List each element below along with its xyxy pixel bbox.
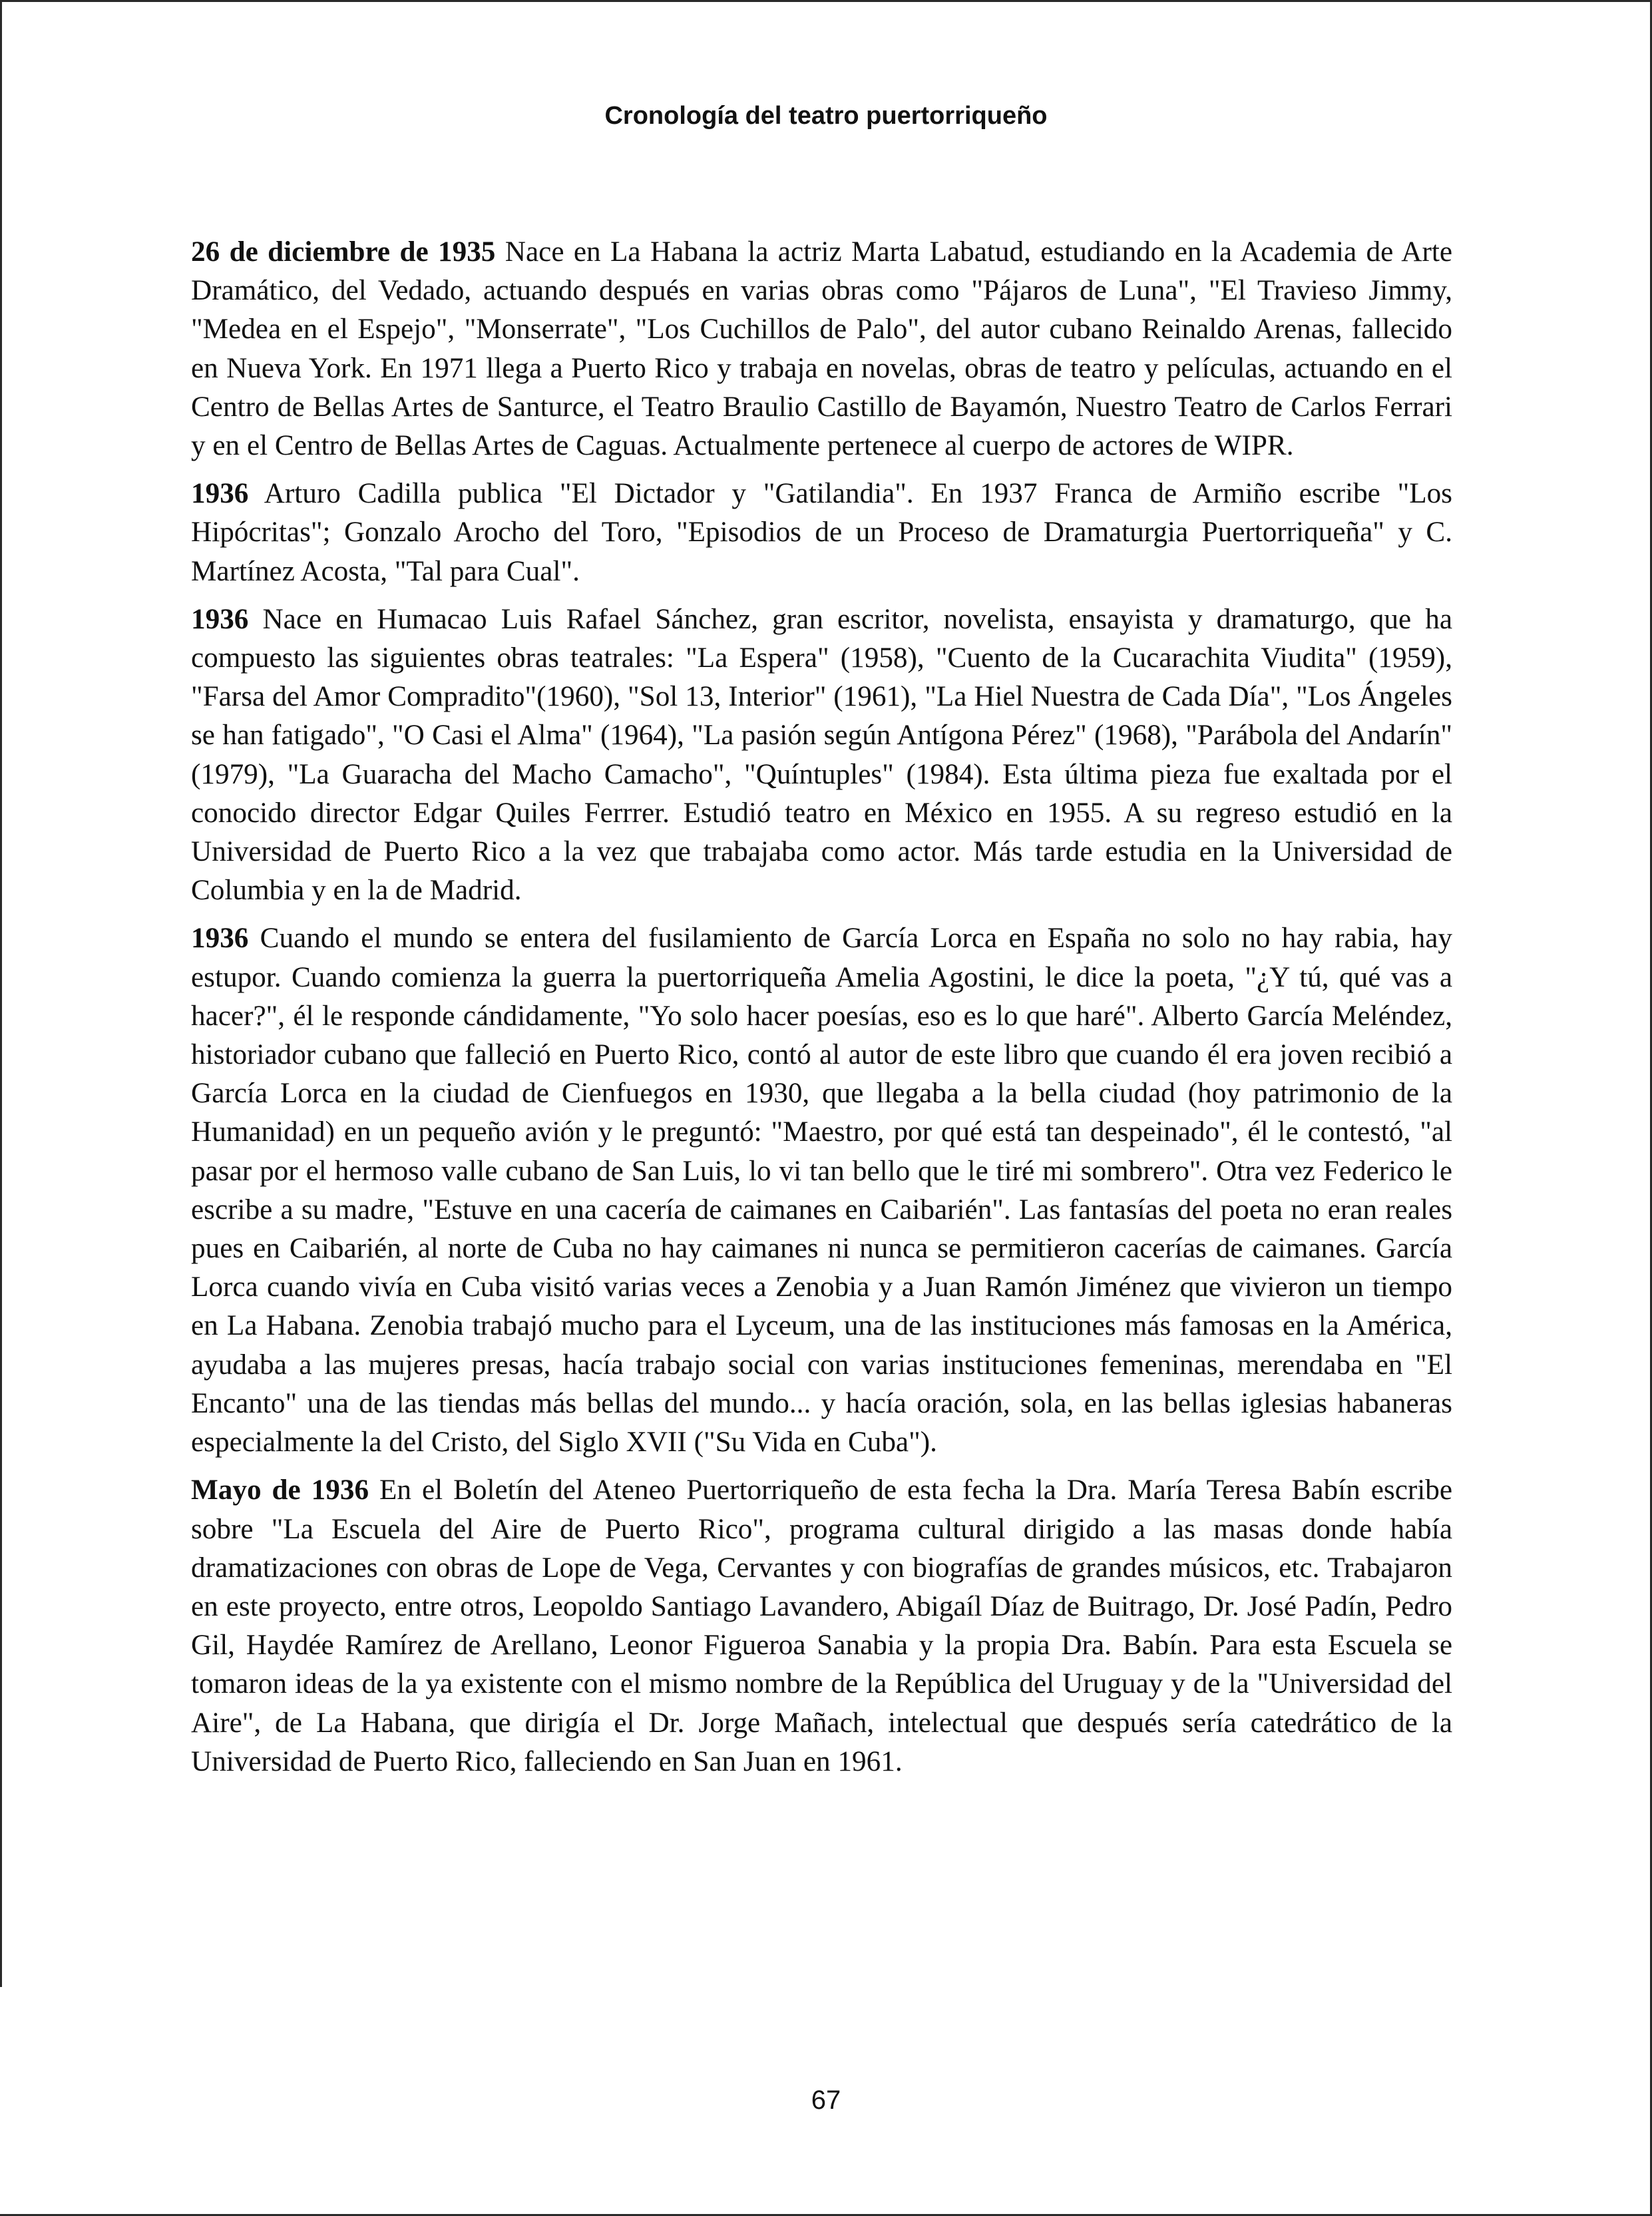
entry-text: Arturo Cadilla publica "El Dictador y "Gatilandia". En 1937 Franca de Armiño escribe "Los Hipócritas"; Gonzalo Arocho del Toro, "Episodios de un Proceso de Dramaturgia Puertorriqueña" y C. Martínez Acosta, "Tal para Cual". [191,478,1452,587]
entry [191,600,1452,911]
body-text [191,233,1452,1791]
page-border-top [0,0,1652,2]
entry [191,1471,1452,1781]
running-head: Cronología del teatro puertorriqueño [604,102,1048,130]
entry-date: 1936 [191,603,249,635]
entry [191,233,1452,465]
entry-date: Mayo de 1936 [191,1474,369,1506]
page-number: 67 [811,2086,841,2115]
entry [191,919,1452,1462]
entry-text: Nace en La Habana la actriz Marta Labatud, estudiando en la Academia de Arte Dramático, del Vedado, actuando después en varias obras como "Pájaros de Luna", "El Travieso Jimmy, "Medea en el Espejo", "Monserrate", "Los Cuchillos de Palo", del autor cubano Reinaldo Arenas, fallecido en Nueva York. En 1971 llega a Puerto Rico y trabaja en novelas, obras de teatro y películas, actuando en el Centro de Bellas Artes de Santurce, el Teatro Braulio Castillo de Bayamón, Nuestro Teatro de Carlos Ferrari y en el Centro de Bellas Artes de Caguas. Actualmente pertenece al cuerpo de actores de WIPR. [191,236,1453,462]
entry [191,475,1452,591]
entry-date: 26 de diciembre de 1935 [191,236,496,268]
entry-date: 1936 [191,923,249,955]
page-border-left [0,0,2,1987]
entry-text: Cuando el mundo se entera del fusilamiento de García Lorca en España no solo no hay rabia, hay estupor. Cuando comienza la guerra la puertorriqueña Amelia Agostini, le dice la poeta, "¿Y tú, qué vas a hacer?", él le responde cándidamente, "Yo solo hacer poesías, eso es lo que haré". Alberto García Meléndez, historiador cubano que falleció en Puerto Rico, contó al autor de este libro que cuando él era joven recibió a García Lorca en la ciudad de Cienfuegos en 1930, que llegaba a la bella ciudad (hoy patrimonio de la Humanidad) en un pequeño avión y le preguntó: "Maestro, por qué está tan despeinado", él le contestó, "al pasar por el hermoso valle cubano de San Luis, lo vi tan bello que le tiré mi sombrero". Otra vez Federico le escribe a su madre, "Estuve en una cacería de caimanes en Caibarién". Las fantasías del poeta no eran reales pues en Caibarién, al norte de Cuba no hay caimanes ni nunca se permitieron cacerías de caimanes. García Lorca cuando vivía en Cuba visitó varias veces a Zenobia y a Juan Ramón Jiménez que vivieron un tiempo en La Habana. Zenobia trabajó mucho para el Lyceum, una de las instituciones más famosas en la América, ayudaba a las mujeres presas, hacía trabajo social con varias instituciones femeninas, merendaba en "El Encanto" una de las tiendas más bellas del mundo... y hacía oración, sola, en las bellas iglesias habaneras especialmente la del Cristo, del Siglo XVII ("Su Vida en Cuba"). [191,923,1453,1458]
entry-text: En el Boletín del Ateneo Puertorriqueño de esta fecha la Dra. María Teresa Babín escribe sobre "La Escuela del Aire de Puerto Rico", programa cultural dirigido a las masas donde había dramatizaciones con obras de Lope de Vega, Cervantes y con biografías de grandes músicos, etc. Trabajaron en este proyecto, entre otros, Leopoldo Santiago Lavandero, Abigaíl Díaz de Buitrago, Dr. José Padín, Pedro Gil, Haydée Ramírez de Arellano, Leonor Figueroa Sanabia y la propia Dra. Babín. Para esta Escuela se tomaron ideas de la ya existente con el mismo nombre de la República del Uruguay y de la "Universidad del Aire", de La Habana, que dirigía el Dr. Jorge Mañach, intelectual que después sería catedrático de la Universidad de Puerto Rico, falleciendo en San Juan en 1961. [191,1474,1453,1777]
entry-text: Nace en Humacao Luis Rafael Sánchez, gran escritor, novelista, ensayista y dramaturgo, que ha compuesto las siguientes obras teatrales: "La Espera" (1958), "Cuento de la Cucarachita Viudita" (1959), "Farsa del Amor Compradito"(1960), "Sol 13, Interior" (1961), "La Hiel Nuestra de Cada Día", "Los Ángeles se han fatigado", "O Casi el Alma" (1964), "La pasión según Antígona Pérez" (1968), "Parábola del Andarín" (1979), "La Guaracha del Macho Camacho", "Quíntuples" (1984). Esta última pieza fue exaltada por el conocido director Edgar Quiles Ferrrer. Estudió teatro en México en 1955. A su regreso estudió en la Universidad de Puerto Rico a la vez que trabajaba como actor. Más tarde estudia en la Universidad de Columbia y en la de Madrid. [191,603,1452,907]
entry-date: 1936 [191,478,249,510]
